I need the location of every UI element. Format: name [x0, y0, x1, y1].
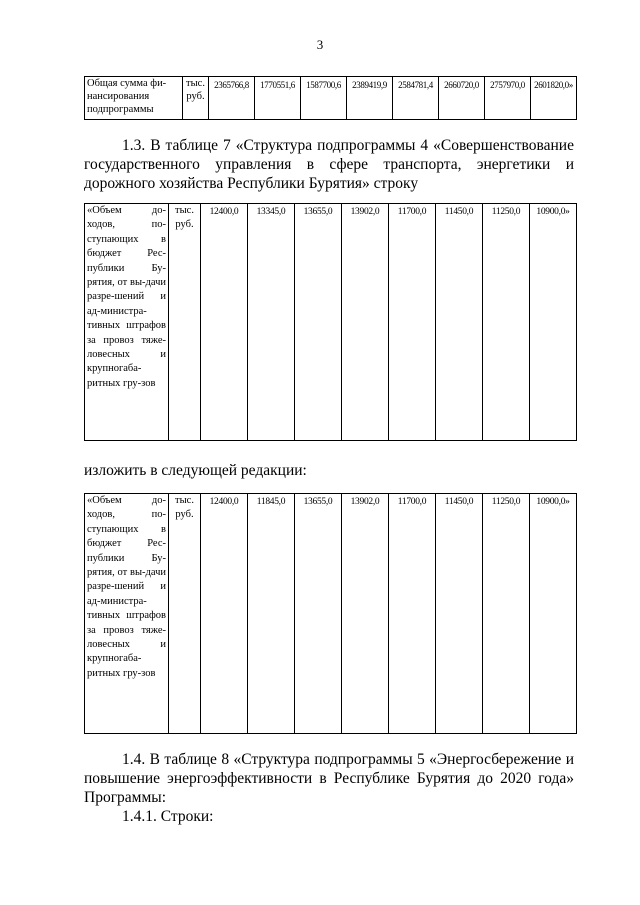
value-cell: 13902,0: [342, 204, 389, 441]
value-cell: 12400,0: [201, 204, 248, 441]
value-cell: 2601820,0»: [531, 77, 577, 120]
table-row: [85, 77, 577, 120]
value-cell: 13902,0: [342, 494, 389, 734]
unit-cell: тыс. руб.: [169, 494, 201, 734]
value-cell: 11450,0: [436, 204, 483, 441]
value-cell: 2389419,9: [347, 77, 393, 120]
revenue-table-new: [84, 493, 577, 734]
value-cell: 13655,0: [295, 494, 342, 734]
value-cell: 11700,0: [389, 494, 436, 734]
page-number: 3: [316, 37, 324, 52]
value-cell: 1770551,6: [255, 77, 301, 120]
value-cell: 10900,0»: [530, 494, 577, 734]
value-cell: 1587700,6: [301, 77, 347, 120]
table-row: [85, 204, 577, 441]
paragraph-1-3: 1.3. В таблице 7 «Структура подпрограммы 4 «Совершенствование государственного управления в сфере транспорта, энергетики и дорожного хозяйства Республики Бурятия» строку: [84, 137, 574, 192]
value-cell: 2660720,0: [439, 77, 485, 120]
value-cell: 10900,0»: [530, 204, 577, 441]
value-cell: 11700,0: [389, 204, 436, 441]
paragraph-1-4: 1.4. В таблице 8 «Структура подпрограммы 5 «Энергосбережение и повышение энергоэффективности в Республике Бурятия до 2020 года» Программы:: [84, 751, 574, 806]
paragraph-1-4-1: 1.4.1. Строки:: [122, 808, 214, 825]
row-label: Общая сумма фи-нансирования подпрограммы: [85, 77, 183, 120]
value-cell: 11845,0: [248, 494, 295, 734]
value-cell: 13655,0: [295, 204, 342, 441]
value-cell: 11250,0: [483, 494, 530, 734]
revenue-table-old: [84, 203, 577, 441]
unit-cell: тыс. руб.: [183, 77, 209, 120]
value-cell: 2757970,0: [485, 77, 531, 120]
value-cell: 2365766,8: [209, 77, 255, 120]
row-label: «Объем до-ходов, по-ступающих в бюджет Рес-публики Бу-рятия, от вы-дачи разре-шений и ад-министра-тивных штрафов за провоз тяже-ловесных и крупногаба-ритных гру-зов: [85, 494, 169, 734]
unit-cell: тыс. руб.: [169, 204, 201, 441]
value-cell: 13345,0: [248, 204, 295, 441]
value-cell: 2584781,4: [393, 77, 439, 120]
value-cell: 11450,0: [436, 494, 483, 734]
table-row: [85, 494, 577, 734]
value-cell: 11250,0: [483, 204, 530, 441]
value-cell: 12400,0: [201, 494, 248, 734]
paragraph-edit: изложить в следующей редакции:: [84, 462, 307, 479]
row-label: «Объем до-ходов, по-ступающих в бюджет Рес-публики Бу-рятия, от вы-дачи разре-шений и ад-министра-тивных штрафов за провоз тяже-ловесных и крупногаба-ритных гру-зов: [85, 204, 169, 441]
funding-table: [84, 76, 577, 120]
